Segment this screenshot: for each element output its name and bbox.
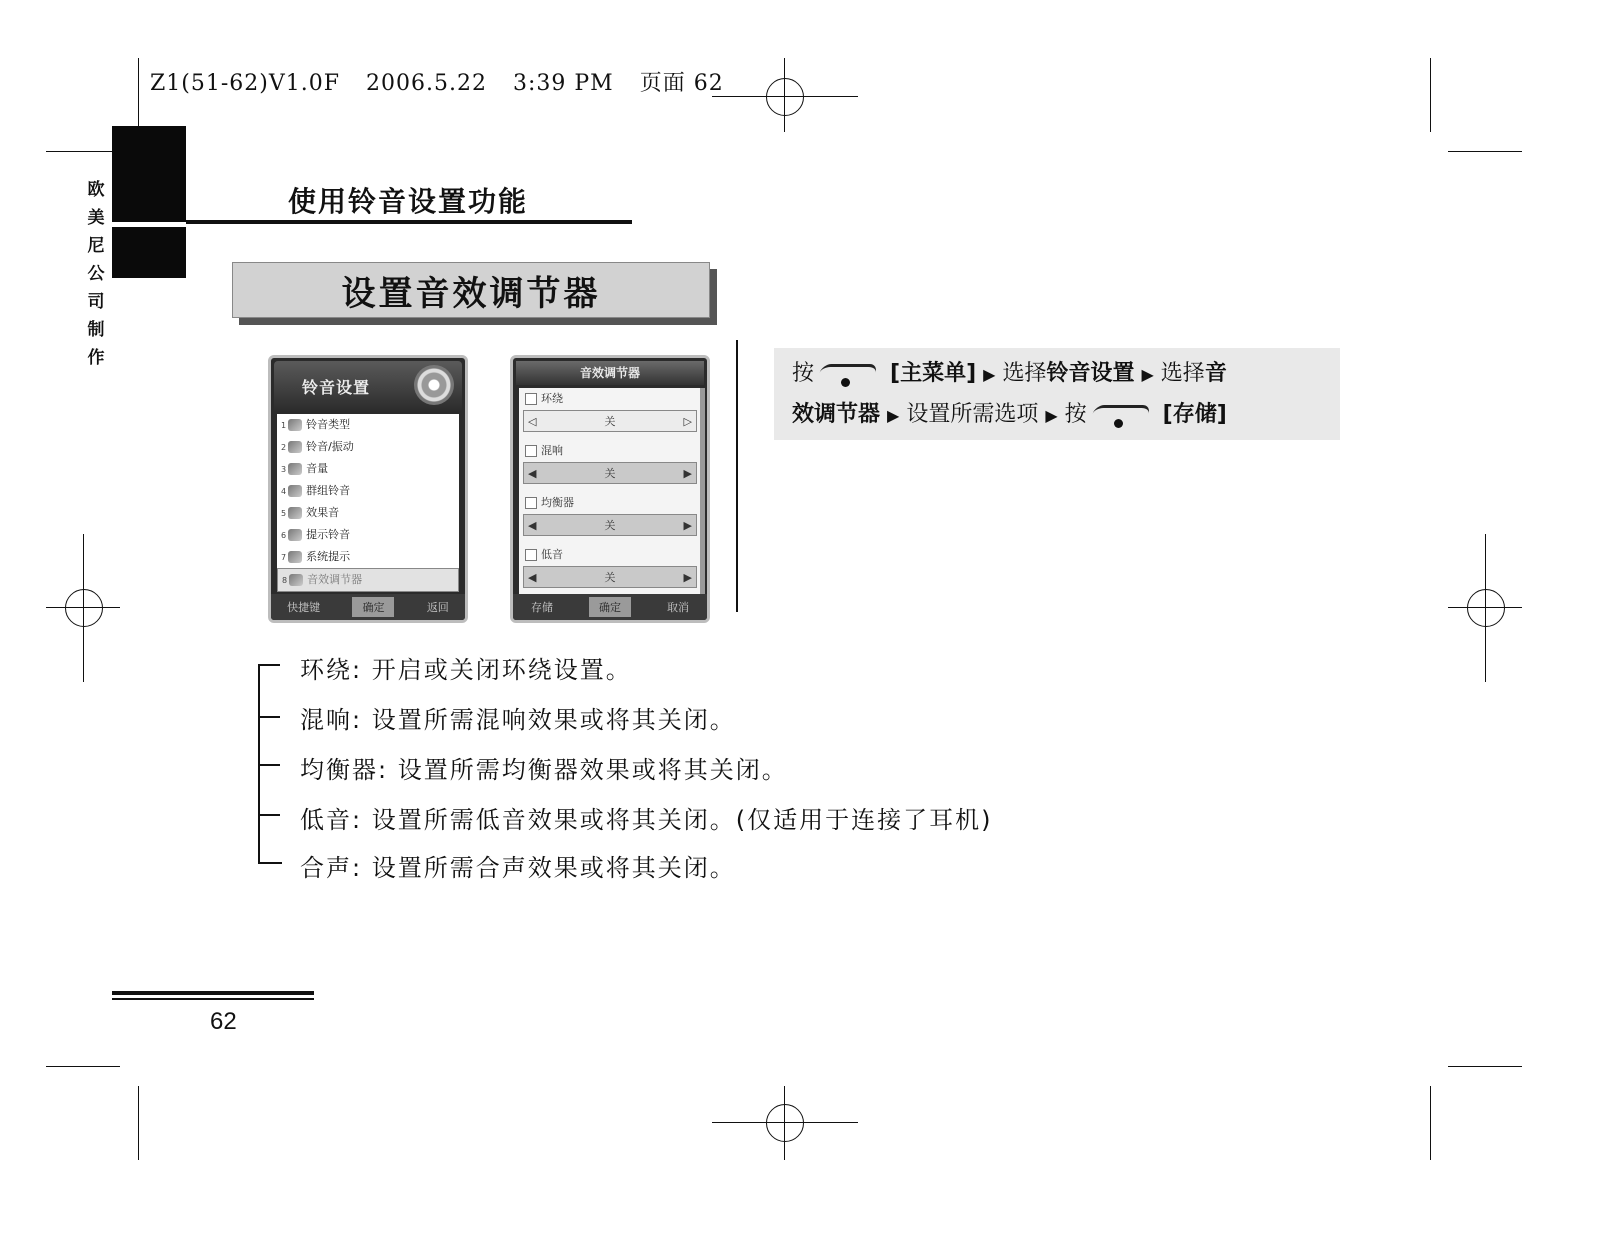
right-arrow-icon: ▶ bbox=[683, 518, 692, 532]
menu-item-selected[interactable]: 8 音效调节器 bbox=[277, 568, 459, 592]
screen2-softkeys bbox=[513, 594, 707, 620]
menu-item[interactable]: 5 效果音 bbox=[281, 506, 340, 519]
screen2-title: 音效调节器 bbox=[516, 361, 704, 385]
option-label: 环绕 bbox=[519, 388, 701, 410]
page-rule bbox=[112, 991, 314, 995]
menu-item[interactable]: 3 音量 bbox=[281, 462, 329, 475]
left-softkey-icon bbox=[821, 360, 883, 388]
vibrate-icon bbox=[288, 441, 302, 453]
checkbox-icon bbox=[525, 497, 537, 509]
softkey-right[interactable]: 返回 bbox=[426, 601, 449, 614]
screen1-softkeys bbox=[271, 594, 465, 620]
print-header bbox=[150, 66, 742, 97]
print-page-label: 页面 62 bbox=[639, 71, 724, 96]
softkey-right[interactable]: 取消 bbox=[667, 601, 689, 614]
menu-item[interactable]: 7 系统提示 bbox=[281, 550, 351, 563]
option-label: 均衡器 bbox=[519, 492, 701, 514]
left-arrow-icon: ◁ bbox=[528, 414, 537, 428]
bracket-tick bbox=[258, 664, 280, 666]
softkey-left[interactable]: 快捷键 bbox=[287, 601, 321, 614]
option-select[interactable]: ◁ 关 ▷ bbox=[523, 410, 697, 432]
softkey-center[interactable]: 确定 bbox=[352, 597, 394, 617]
right-arrow-icon: ▶ bbox=[683, 570, 692, 584]
instruction-line-1: 按 [主菜单] ▶ 选择铃音设置 ▶ 选择音 bbox=[792, 361, 1227, 386]
bracket-foot bbox=[258, 862, 282, 864]
arrow-icon: ▶ bbox=[1045, 406, 1058, 425]
bell-icon bbox=[288, 419, 302, 431]
right-arrow-icon: ▶ bbox=[683, 466, 692, 480]
left-arrow-icon: ◀ bbox=[528, 518, 537, 532]
page-rule bbox=[112, 998, 314, 1000]
group-icon bbox=[288, 485, 302, 497]
menu-item[interactable]: 6 提示铃音 bbox=[281, 528, 351, 541]
instruction-panel bbox=[774, 348, 1340, 440]
effect-icon bbox=[288, 507, 302, 519]
option-select[interactable]: ◀ 关 ▶ bbox=[523, 462, 697, 484]
screen2-body bbox=[519, 388, 701, 594]
system-icon bbox=[288, 551, 302, 563]
side-label: 欧美尼公司制作 bbox=[87, 180, 105, 368]
arrow-icon: ▶ bbox=[983, 365, 996, 384]
scrollbar[interactable] bbox=[700, 388, 705, 594]
screen1-menu bbox=[277, 414, 459, 592]
checkbox-icon bbox=[525, 549, 537, 561]
option-select[interactable]: ◀ 关 ▶ bbox=[523, 514, 697, 536]
chapter-tab-gap bbox=[112, 222, 186, 227]
speaker-icon bbox=[414, 365, 454, 405]
page-number: 62 bbox=[210, 1008, 237, 1035]
option-label: 低音 bbox=[519, 544, 701, 566]
chapter-tab bbox=[112, 126, 186, 278]
description-equalizer: 均衡器: 设置所需均衡器效果或将其关闭。 bbox=[300, 756, 788, 784]
phone-screen-ringtone-settings bbox=[268, 355, 468, 623]
print-time: 3:39 PM bbox=[512, 71, 614, 96]
arrow-icon: ▶ bbox=[1141, 365, 1154, 384]
print-date: 2006.5.22 bbox=[366, 71, 487, 96]
description-chorus: 合声: 设置所需合声效果或将其关闭。 bbox=[300, 854, 736, 882]
screen1-header bbox=[274, 361, 462, 413]
description-bass: 低音: 设置所需低音效果或将其关闭。(仅适用于连接了耳机) bbox=[300, 806, 993, 834]
checkbox-icon bbox=[525, 393, 537, 405]
softkey-center[interactable]: 确定 bbox=[589, 597, 631, 617]
menu-item[interactable]: 1 铃音类型 bbox=[281, 418, 351, 431]
menu-item[interactable]: 2 铃音/振动 bbox=[281, 440, 354, 453]
phone-screen-equalizer bbox=[510, 355, 710, 623]
bracket-tick bbox=[258, 764, 280, 766]
section-rule bbox=[186, 220, 632, 224]
right-arrow-icon: ▷ bbox=[683, 414, 692, 428]
alert-icon bbox=[288, 529, 302, 541]
bracket-tick bbox=[258, 716, 280, 718]
volume-icon bbox=[288, 463, 302, 475]
left-arrow-icon: ◀ bbox=[528, 466, 537, 480]
left-softkey-icon bbox=[1094, 401, 1156, 429]
print-code: Z1(51-62)V1.0F bbox=[150, 71, 341, 96]
instruction-line-2: 效调节器 ▶ 设置所需选项 ▶ 按 [存储] bbox=[792, 402, 1227, 427]
bracket-tick bbox=[258, 814, 280, 816]
box-title: 设置音效调节器 bbox=[232, 262, 710, 318]
screen1-title: 铃音设置 bbox=[302, 378, 371, 397]
menu-item[interactable]: 4 群组铃音 bbox=[281, 484, 351, 497]
section-title: 使用铃音设置功能 bbox=[288, 185, 529, 218]
option-select[interactable]: ◀ 关 ▶ bbox=[523, 566, 697, 588]
description-reverb: 混响: 设置所需混响效果或将其关闭。 bbox=[300, 706, 736, 734]
left-arrow-icon: ◀ bbox=[528, 570, 537, 584]
vertical-divider bbox=[736, 340, 738, 612]
checkbox-icon bbox=[525, 445, 537, 457]
softkey-left[interactable]: 存储 bbox=[531, 601, 553, 614]
option-label: 混响 bbox=[519, 440, 701, 462]
arrow-icon: ▶ bbox=[887, 406, 900, 425]
equalizer-icon bbox=[289, 574, 303, 586]
description-surround: 环绕: 开启或关闭环绕设置。 bbox=[300, 656, 632, 684]
